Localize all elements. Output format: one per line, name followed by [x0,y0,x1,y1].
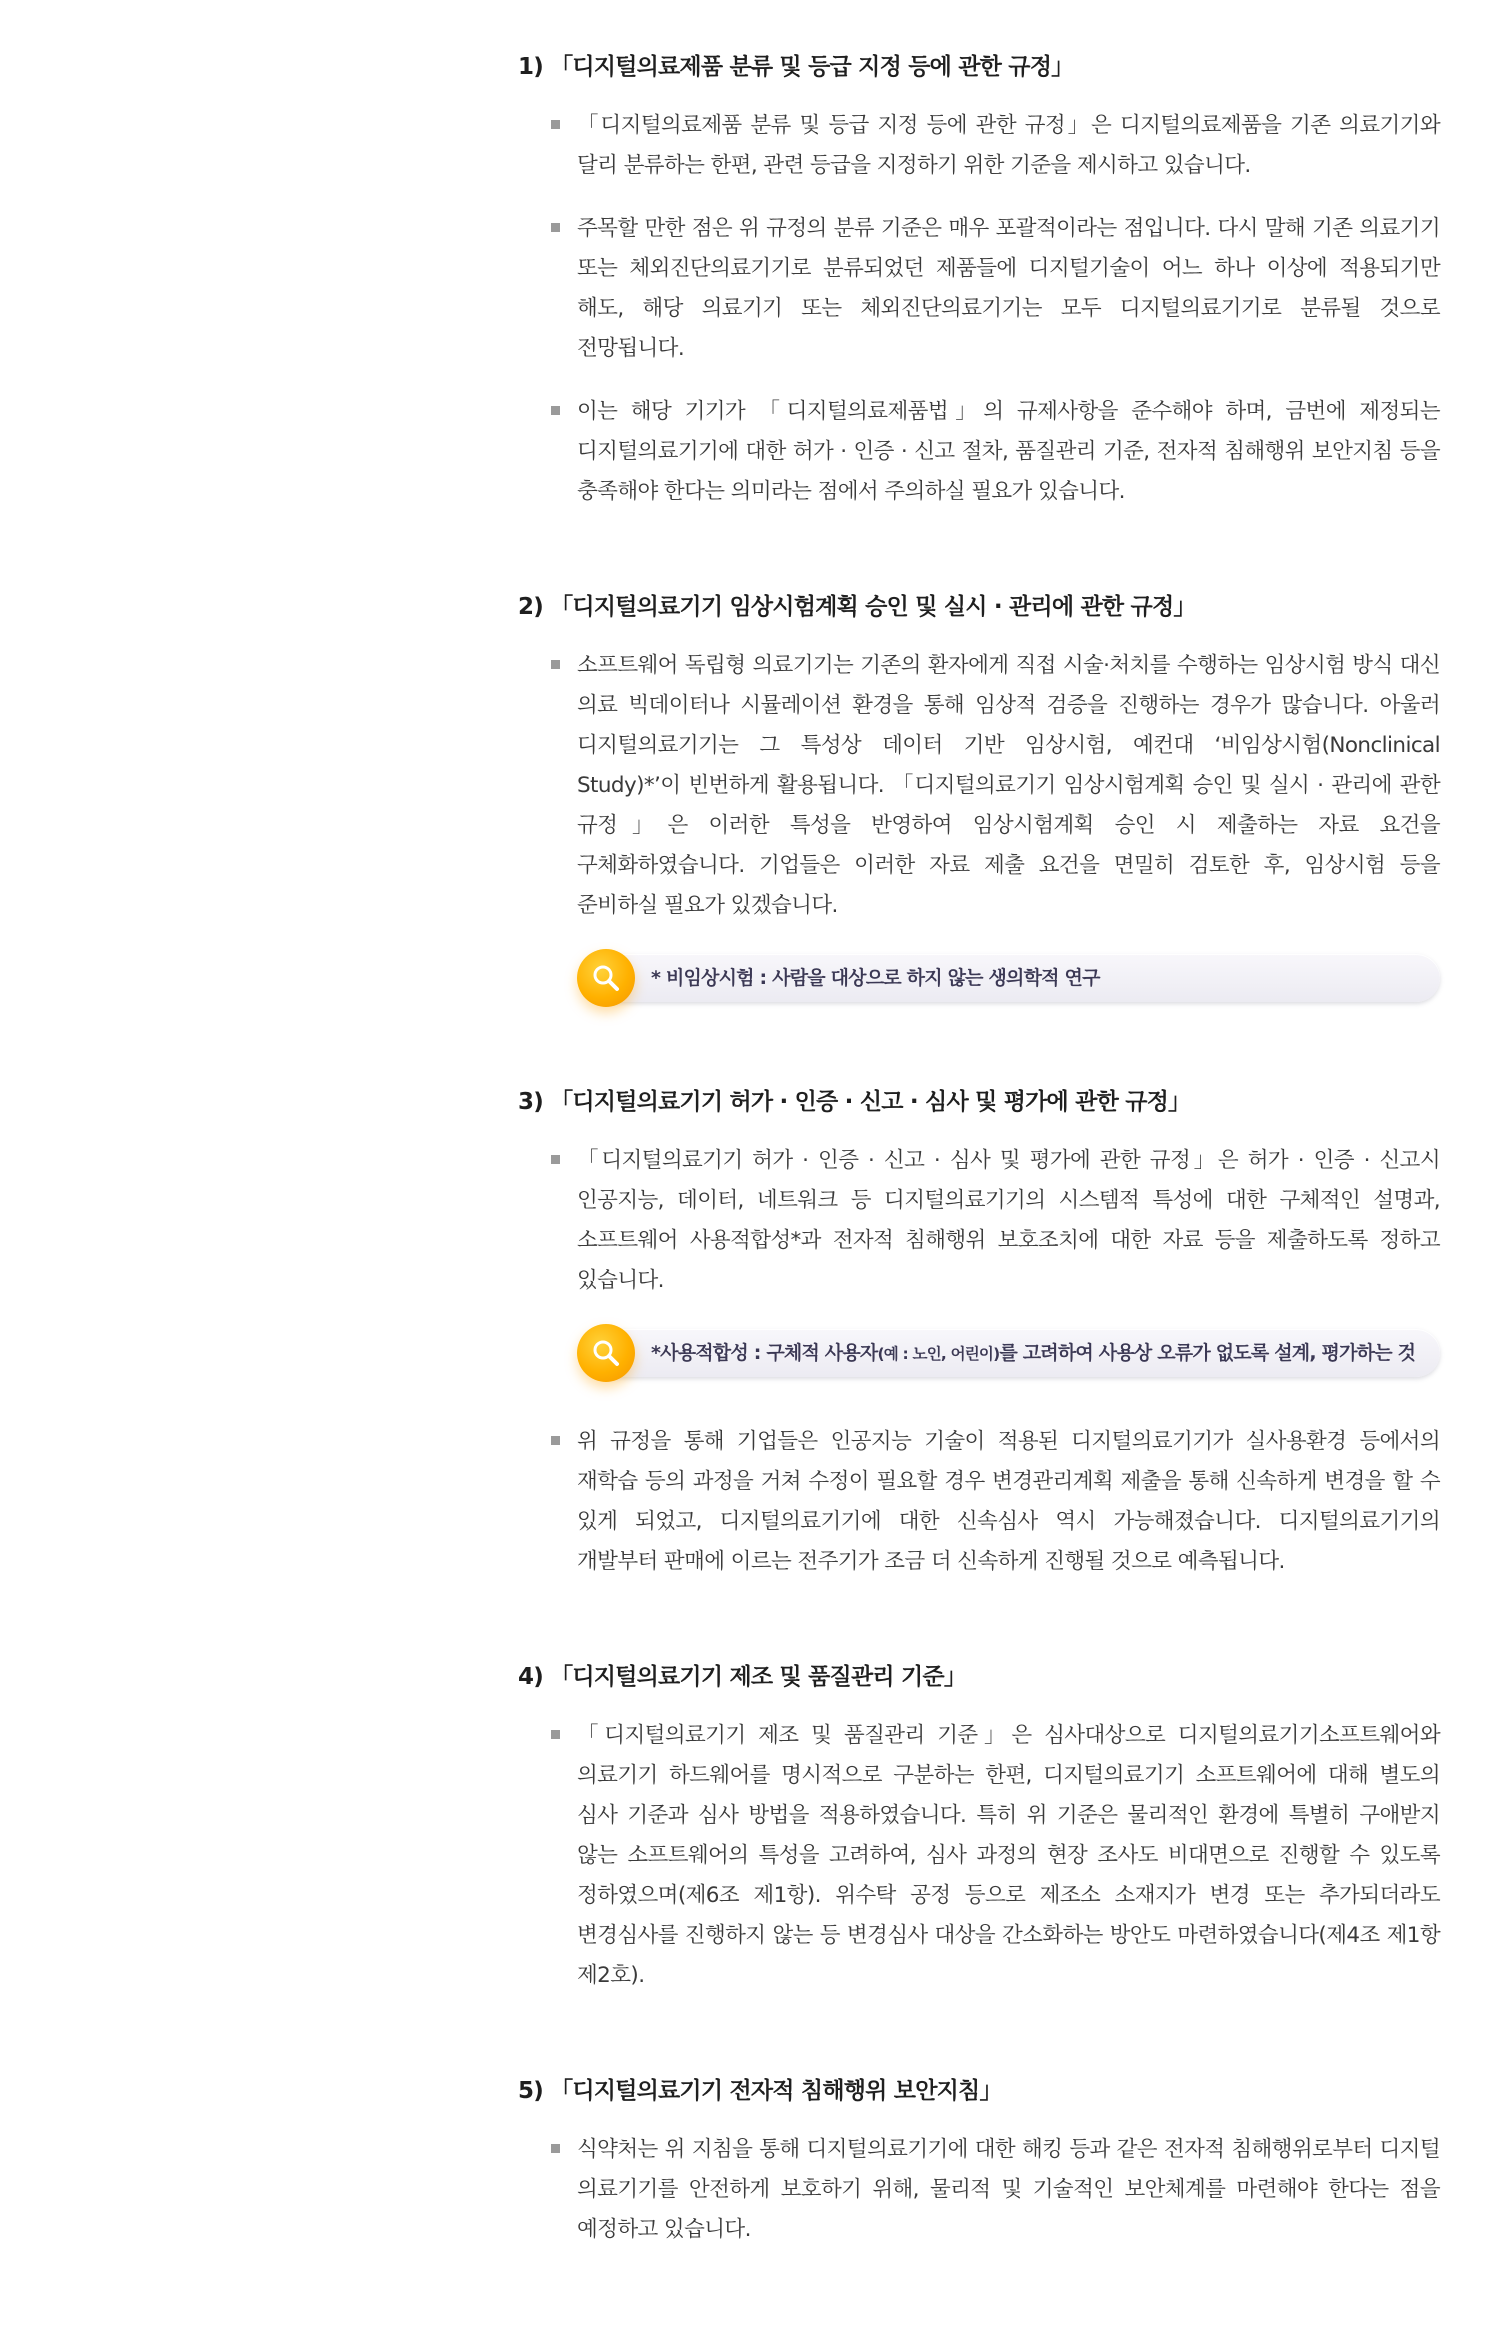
bullet-item [518,209,1440,369]
section-title: 1) 「디지털의료제품 분류 및 등급 지정 등에 관한 규정」 [518,54,1074,80]
square-bullet-icon [551,2144,560,2153]
bullet-text: 「디지털의료기기 허가 · 인증 · 신고 · 심사 및 평가에 관한 규정」은 허가 · 인증 · 신고시 인공지능, 데이터, 네트워크 등 디지털의료기기의 시스템적 특성에 대한 구체적인 설명과, 소프트웨어 사용적합성*과 전자적 침해행위 보호조치에 대한 자료 등을 제출하도록 정하고 있습니다. [577,1148,1440,1293]
bullet-item [518,392,1440,512]
footnote-text-example: (예 : 노인, 어린이) [877,1345,1000,1363]
bullet-text: 이는 해당 기기가 「디지털의료제품법」의 규제사항을 준수해야 하며, 금번에 제정되는 디지털의료기기에 대한 허가 · 인증 · 신고 절차, 품질관리 기준, 전자적 침해행위 보안지침 등을 충족해야 한다는 의미라는 점에서 주의하실 필요가 있습니다. [577,399,1440,504]
bullet-text: 소프트웨어 독립형 의료기기는 기존의 환자에게 직접 시술·처치를 수행하는 임상시험 방식 대신 의료 빅데이터나 시뮬레이션 환경을 통해 임상적 검증을 진행하는 경우가 많습니다. 아울러 디지털의료기기는 그 특성상 데이터 기반 임상시험, 예컨대 ‘비임상시험(Nonclinical Study)*’이 빈번하게 활용됩니다. 「디지털의료기기 임상시험계획 승인 및 실시 · 관리에 관한 규정」은 이러한 특성을 반영하여 임상시험계획 승인 시 제출하는 자료 요건을 구체화하였습니다. 기업들은 이러한 자료 제출 요건을 면밀히 검토한 후, 임상시험 등을 준비하실 필요가 있겠습니다. [577,653,1440,918]
bullet-text: 위 규정을 통해 기업들은 인공지능 기술이 적용된 디지털의료기기가 실사용환경 등에서의 재학습 등의 과정을 거쳐 수정이 필요할 경우 변경관리계획 제출을 통해 신속하게 변경을 할 수 있게 되었고, 디지털의료기기에 대한 신속심사 역시 가능해졌습니다. 디지털의료기기의 개발부터 판매에 이르는 전주기가 조금 더 신속하게 진행될 것으로 예측됩니다. [577,1429,1440,1574]
section-title: 2) 「디지털의료기기 임상시험계획 승인 및 실시 · 관리에 관한 규정」 [518,594,1196,620]
footnote-callout [577,1324,1440,1382]
bullet-text: 「디지털의료제품 분류 및 등급 지정 등에 관한 규정」은 디지털의료제품을 기존 의료기기와 달리 분류하는 한편, 관련 등급을 지정하기 위한 기준을 제시하고 있습니다. [577,113,1440,178]
section-title: 4) 「디지털의료기기 제조 및 품질관리 기준」 [518,1664,967,1690]
square-bullet-icon [551,660,560,669]
bullet-item [518,646,1440,926]
bullet-item [518,1422,1440,1582]
square-bullet-icon [551,1155,560,1164]
bullet-text: 식약처는 위 지침을 통해 디지털의료기기에 대한 해킹 등과 같은 전자적 침해행위로부터 디지털 의료기기를 안전하게 보호하기 위해, 물리적 및 기술적인 보안체계를 마련해야 한다는 점을 예정하고 있습니다. [577,2137,1440,2242]
bullet-item [518,106,1440,186]
bullet-item [518,1716,1440,1996]
bullet-text: 주목할 만한 점은 위 규정의 분류 기준은 매우 포괄적이라는 점입니다. 다시 말해 기존 의료기기 또는 체외진단의료기기로 분류되었던 제품들에 디지털기술이 어느 하나 이상에 적용되기만 해도, 해당 의료기기 또는 체외진단의료기기는 모두 디지털의료기기로 분류될 것으로 전망됩니다. [577,216,1440,361]
square-bullet-icon [551,1730,560,1739]
section-5 [518,2074,1440,2250]
bullet-text: 「디지털의료기기 제조 및 품질관리 기준」은 심사대상으로 디지털의료기기소프트웨어와 의료기기 하드웨어를 명시적으로 구분하는 한편, 디지털의료기기 소프트웨어에 대해 별도의 심사 기준과 심사 방법을 적용하였습니다. 특히 위 기준은 물리적인 환경에 특별히 구애받지 않는 소프트웨어의 특성을 고려하여, 심사 과정의 현장 조사도 비대면으로 진행할 수 있도록 정하였으며(제6조 제1항). 위수탁 공정 등으로 제조소 소재지가 변경 또는 추가되더라도 변경심사를 진행하지 않는 등 변경심사 대상을 간소화하는 방안도 마련하였습니다(제4조 제1항 제2호). [577,1723,1440,1988]
section-4 [518,1660,1440,1996]
section-title: 3) 「디지털의료기기 허가 · 인증 · 신고 · 심사 및 평가에 관한 규정」 [518,1089,1191,1115]
square-bullet-icon [551,1436,560,1445]
square-bullet-icon [551,120,560,129]
footnote-text: * 비임상시험 : 사람을 대상으로 하지 않는 생의학적 연구 [651,967,1100,989]
section-1 [518,50,1440,512]
document-body [518,50,1440,2328]
search-icon [577,949,635,1007]
footnote-callout [577,949,1440,1007]
bullet-item [518,2130,1440,2250]
footnote-text-rest: 를 고려하여 사용상 오류가 없도록 설계, 평가하는 것 [999,1342,1416,1364]
section-3 [518,1085,1440,1582]
square-bullet-icon [551,223,560,232]
footnote-text [651,1329,1415,1377]
footnote-text-main: *사용적합성 : 구체적 사용자 [651,1342,878,1364]
section-2 [518,590,1440,1007]
section-title: 5) 「디지털의료기기 전자적 침해행위 보안지침」 [518,2078,1002,2104]
bullet-item [518,1141,1440,1301]
search-icon [577,1324,635,1382]
square-bullet-icon [551,406,560,415]
